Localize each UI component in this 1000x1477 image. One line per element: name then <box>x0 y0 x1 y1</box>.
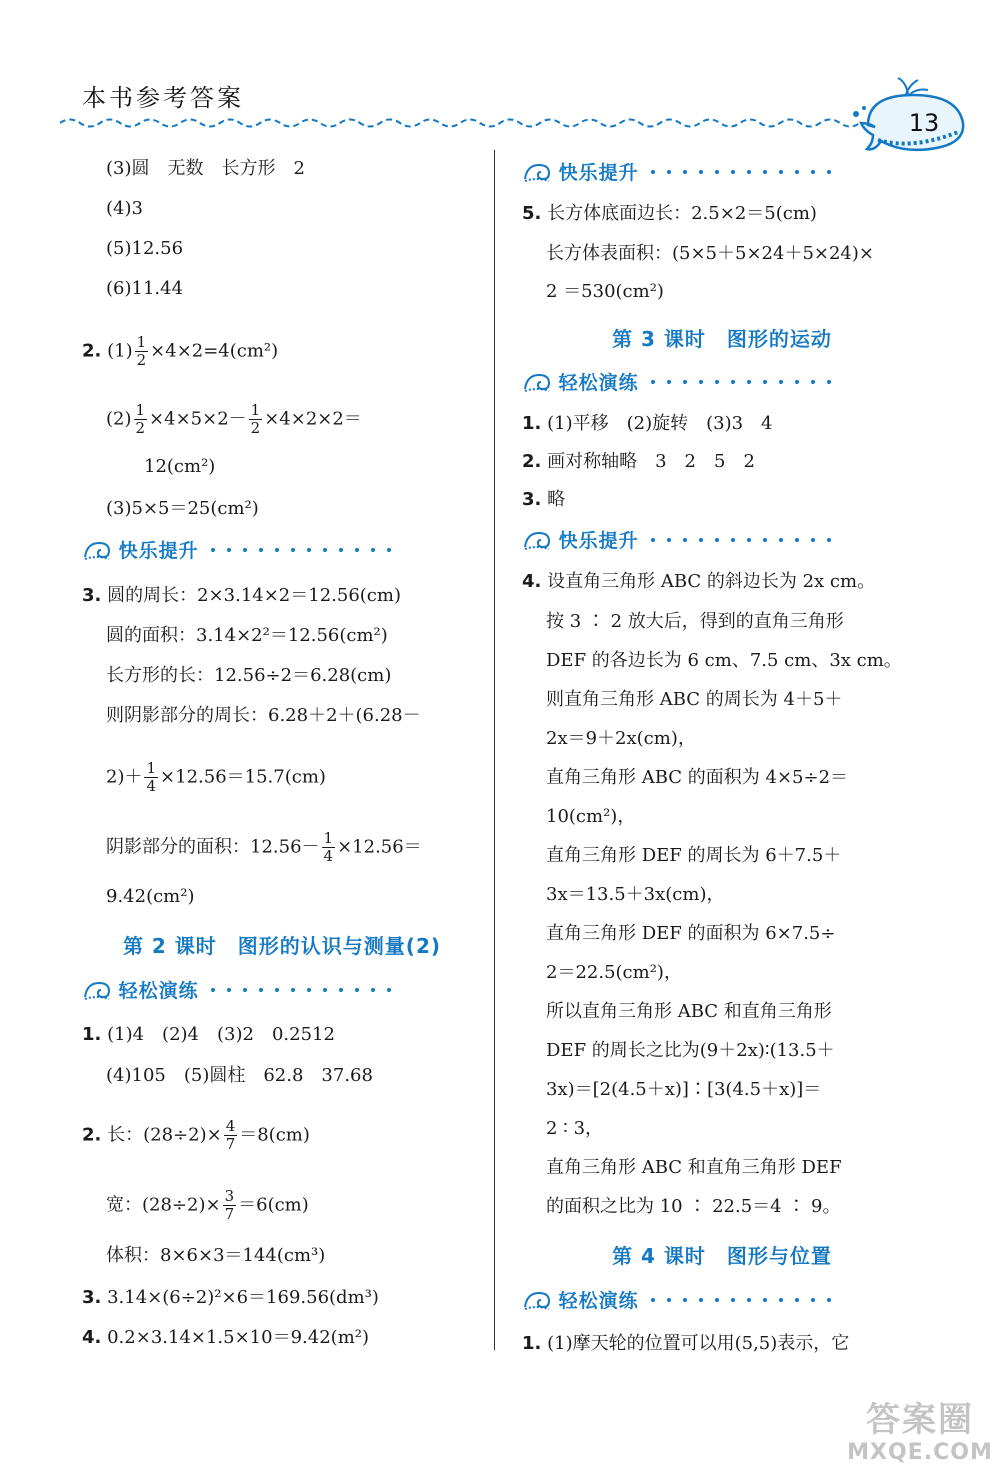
lesson3-answer-4-line-6: 直角三角形 ABC 的面积为 4×5÷2＝ <box>546 767 849 788</box>
answer-5-line-2: 长方体表面积：(5×5＋5×24＋5×24)× <box>546 243 874 264</box>
fraction: $\frac{1}{4}$ <box>146 759 157 795</box>
lesson3-answer-4-line-11: 2＝22.5(cm²)， <box>546 962 682 983</box>
lesson-title-2: 第 2 课时 图形的认识与测量(2) <box>122 934 442 958</box>
fraction: $\frac{4}{7}$ <box>225 1117 236 1153</box>
lesson3-answer-4-line-2: 按 3 ∶ 2 放大后，得到的直角三角形 <box>546 611 844 632</box>
question-number: 2. <box>82 340 102 362</box>
wave-icon <box>522 369 552 395</box>
lesson3-answer-4-line-13: DEF 的周长之比为(9＋2x)∶(13.5＋ <box>546 1040 835 1061</box>
lesson2-answer-2a: 2. 长：(28÷2)× $\frac{4}{7}$ ＝8(cm) <box>82 1117 310 1153</box>
answer-2-1: 2. (1) $\frac{1}{2}$ ×4×2=4(cm²) <box>82 333 279 369</box>
lesson3-answer-4-line-7: 10(cm²)， <box>546 806 636 827</box>
fraction: $\frac{3}{7}$ <box>224 1187 235 1223</box>
wave-icon <box>522 159 552 185</box>
dot-line <box>209 545 409 555</box>
lesson3-answer-4-line-14: 3x)＝[2(4.5＋x)]∶[3(4.5＋x)]＝ <box>546 1079 822 1100</box>
lesson3-answer-4-line-4: 则直角三角形 ABC 的周长为 4＋5＋ <box>546 689 843 710</box>
wave-icon <box>522 1287 552 1313</box>
lesson3-answer-3: 3. 略 <box>522 489 566 510</box>
answer-1-4: (4)3 <box>106 198 143 219</box>
site-watermark <box>845 1400 995 1472</box>
dot-line <box>649 167 849 177</box>
section-heading-qingsong: 轻松演练 <box>522 368 849 398</box>
dot-line <box>649 1295 849 1305</box>
lesson2-answer-3: 3. 3.14×(6÷2)²×6＝169.56(dm³) <box>82 1287 379 1308</box>
page-number: 13 <box>908 109 940 137</box>
fraction: $\frac{1}{2}$ <box>136 333 147 369</box>
question-number: 3. <box>82 585 102 606</box>
lesson3-answer-4-line-10: 直角三角形 DEF 的面积为 6×7.5÷ <box>546 923 836 944</box>
section-heading-kuaile: 快乐提升 <box>82 536 409 566</box>
section-heading-kuaile: 快乐提升 <box>522 158 849 188</box>
lesson2-answer-2b: 宽：(28÷2)× $\frac{3}{7}$ ＝6(cm) <box>106 1187 309 1223</box>
section-heading-kuaile: 快乐提升 <box>522 526 849 556</box>
lesson4-answer-1: 1. (1)摩天轮的位置可以用(5,5)表示，它 <box>522 1333 850 1354</box>
section-heading-qingsong: 轻松演练 <box>82 976 409 1006</box>
watermark-logo-text: 答案圈 <box>866 1400 974 1440</box>
column-divider <box>494 150 495 1350</box>
fraction: $\frac{1}{2}$ <box>250 401 261 437</box>
answer-1-6: (6)11.44 <box>106 278 184 299</box>
lesson2-answer-1b: (4)105 (5)圆柱 62.8 37.68 <box>106 1065 373 1086</box>
lesson3-answer-4-line-16: 直角三角形 ABC 和直角三角形 DEF <box>546 1157 842 1178</box>
answer-5-line-3: 2 ＝530(cm²) <box>546 281 664 302</box>
dot-line <box>649 377 849 387</box>
answer-2-3: (3)5×5＝25(cm²) <box>106 498 259 519</box>
answer-3-line-6: 阴影部分的面积：12.56－ $\frac{1}{4}$ ×12.56＝ <box>106 829 422 865</box>
lesson3-answer-4-line-17: 的面积之比为 10 ∶ 22.5＝4 ∶ 9。 <box>546 1196 841 1217</box>
answer-1-5: (5)12.56 <box>106 238 184 259</box>
dot-line <box>209 985 409 995</box>
lesson3-answer-1: 1. (1)平移 (2)旋转 (3)3 4 <box>522 413 773 434</box>
lesson2-answer-2c: 体积：8×6×3＝144(cm³) <box>106 1245 326 1266</box>
lesson3-answer-4-line-3: DEF 的各边长为 6 cm、7.5 cm、3x cm。 <box>546 650 902 671</box>
wave-icon <box>82 537 112 563</box>
answer-1-3: (3)圆 无数 长方形 2 <box>106 158 305 179</box>
lesson-title-3: 第 3 课时 图形的运动 <box>612 327 832 351</box>
fraction: $\frac{1}{2}$ <box>135 401 146 437</box>
wave-icon <box>522 527 552 553</box>
answer-3-line-4: 则阴影部分的周长：6.28＋2＋(6.28－ <box>106 705 421 726</box>
lesson3-answer-4-line-15: 2 ∶ 3， <box>546 1118 604 1139</box>
watermark-site: MXQE.COM <box>847 1440 993 1465</box>
answer-3-line-3: 长方形的长：12.56÷2＝6.28(cm) <box>106 665 392 686</box>
lesson-title-4: 第 4 课时 图形与位置 <box>612 1244 832 1268</box>
fraction: $\frac{1}{4}$ <box>323 829 334 865</box>
lesson3-answer-4-line-5: 2x＝9＋2x(cm)， <box>546 728 696 749</box>
lesson3-answer-4-line-9: 3x＝13.5＋3x(cm)， <box>546 884 725 905</box>
answer-2-2-cont: 12(cm²) <box>144 456 216 477</box>
page-header <box>0 0 1000 170</box>
dot-line <box>649 535 849 545</box>
lesson2-answer-4: 4. 0.2×3.14×1.5×10＝9.42(m²) <box>82 1327 369 1348</box>
header-title: 本书参考答案 <box>82 84 244 112</box>
lesson3-answer-4-line-12: 所以直角三角形 ABC 和直角三角形 <box>546 1001 832 1022</box>
lesson3-answer-4-line-8: 直角三角形 DEF 的周长为 6＋7.5＋ <box>546 845 842 866</box>
lesson3-answer-4-line-1: 4. 设直角三角形 ABC 的斜边长为 2x cm。 <box>522 571 876 592</box>
wave-border <box>60 108 860 138</box>
answer-2-2: (2) $\frac{1}{2}$ ×4×5×2－ $\frac{1}{2}$ ×4×2×2＝ <box>106 401 362 437</box>
lesson2-answer-1a: 1. (1)4 (2)4 (3)2 0.2512 <box>82 1024 335 1045</box>
answer-3-line-1: 3. 圆的周长：2×3.14×2＝12.56(cm) <box>82 585 401 606</box>
answer-3-line-5: 2)＋ $\frac{1}{4}$ ×12.56＝15.7(cm) <box>106 759 326 795</box>
answer-3-line-2: 圆的面积：3.14×2²＝12.56(cm²) <box>106 625 388 646</box>
wave-icon <box>82 977 112 1003</box>
lesson3-answer-2: 2. 画对称轴略 3 2 5 2 <box>522 451 755 472</box>
answer-5-line-1: 5. 长方体底面边长：2.5×2＝5(cm) <box>522 203 817 224</box>
answer-3-line-7: 9.42(cm²) <box>106 886 195 907</box>
section-heading-qingsong: 轻松演练 <box>522 1286 849 1316</box>
